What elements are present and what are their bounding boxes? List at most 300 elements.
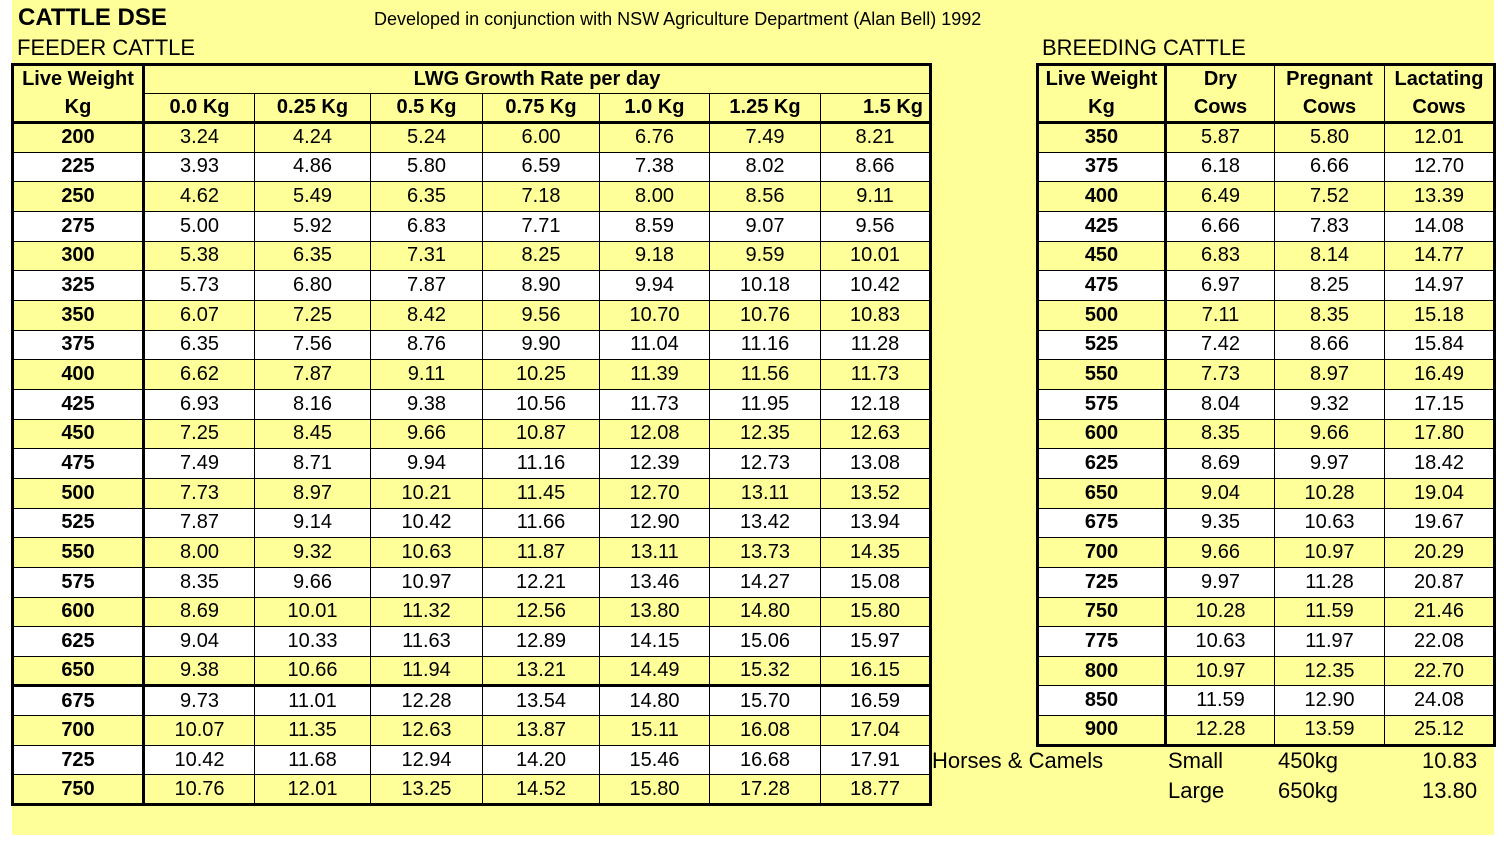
- table-row: [1038, 716, 1495, 746]
- table-row: [13, 211, 931, 241]
- dse-value-cell: 8.69: [1166, 449, 1275, 479]
- dse-value-cell: 8.76: [371, 330, 483, 360]
- dse-value-cell: 9.66: [255, 567, 371, 597]
- table-row: [13, 182, 931, 212]
- dse-value-cell: 11.56: [710, 360, 821, 390]
- table-row: [13, 538, 931, 568]
- dse-value-cell: 11.73: [600, 389, 710, 419]
- live-weight-cell: 425: [1038, 211, 1166, 241]
- dse-value-cell: 3.24: [144, 123, 255, 153]
- dse-value-cell: 7.38: [600, 152, 710, 182]
- live-weight-cell: 575: [1038, 389, 1166, 419]
- dse-value-cell: 11.35: [255, 716, 371, 746]
- dse-value-cell: 8.00: [600, 182, 710, 212]
- dse-value-cell: 11.59: [1166, 686, 1275, 716]
- table-row: [13, 419, 931, 449]
- dse-value-cell: 11.04: [600, 330, 710, 360]
- table-row: [1038, 449, 1495, 479]
- feeder-lw-header: Live Weight: [13, 65, 144, 94]
- live-weight-cell: 250: [13, 182, 144, 212]
- dse-value-cell: 6.66: [1166, 211, 1275, 241]
- dse-value-cell: 11.28: [1275, 567, 1385, 597]
- live-weight-cell: 550: [1038, 360, 1166, 390]
- dse-value-cell: 7.18: [483, 182, 600, 212]
- live-weight-cell: 375: [13, 330, 144, 360]
- dse-value-cell: 14.49: [600, 656, 710, 686]
- breeding-lw-header: Live Weight: [1038, 65, 1166, 94]
- dse-value-cell: 5.73: [144, 271, 255, 301]
- dse-value-cell: 16.49: [1385, 360, 1495, 390]
- dse-value-cell: 10.87: [483, 419, 600, 449]
- dse-value-cell: 6.35: [255, 241, 371, 271]
- dse-value-cell: 7.73: [144, 478, 255, 508]
- dse-value-cell: 14.77: [1385, 241, 1495, 271]
- live-weight-cell: 400: [1038, 182, 1166, 212]
- dse-value-cell: 9.59: [710, 241, 821, 271]
- dse-value-cell: 7.83: [1275, 211, 1385, 241]
- dse-value-cell: 14.08: [1385, 211, 1495, 241]
- horses-large-weight: 650kg: [1278, 778, 1338, 803]
- dse-value-cell: 11.28: [821, 330, 931, 360]
- table-row: [1038, 182, 1495, 212]
- breeding-column-subheader: Cows: [1166, 94, 1275, 123]
- dse-value-cell: 8.42: [371, 300, 483, 330]
- dse-value-cell: 10.97: [1275, 538, 1385, 568]
- table-row: [1038, 241, 1495, 271]
- table-row: [1038, 300, 1495, 330]
- dse-value-cell: 9.56: [483, 300, 600, 330]
- dse-value-cell: 10.28: [1166, 597, 1275, 627]
- feeder-rate-column-header: 0.25 Kg: [255, 94, 371, 123]
- dse-value-cell: 10.01: [821, 241, 931, 271]
- dse-value-cell: 8.14: [1275, 241, 1385, 271]
- dse-value-cell: 11.66: [483, 508, 600, 538]
- dse-value-cell: 6.97: [1166, 271, 1275, 301]
- breeding-kg-header: Kg: [1038, 94, 1166, 123]
- dse-value-cell: 11.87: [483, 538, 600, 568]
- horses-large-value: 13.80: [1422, 778, 1478, 803]
- dse-value-cell: 9.32: [1275, 389, 1385, 419]
- dse-value-cell: 7.49: [144, 449, 255, 479]
- dse-value-cell: 15.97: [821, 627, 931, 657]
- dse-value-cell: 10.63: [1166, 627, 1275, 657]
- dse-value-cell: 19.04: [1385, 478, 1495, 508]
- dse-value-cell: 12.35: [1275, 656, 1385, 686]
- table-row: [1038, 360, 1495, 390]
- dse-value-cell: 10.33: [255, 627, 371, 657]
- dse-value-cell: 13.87: [483, 716, 600, 746]
- live-weight-cell: 350: [1038, 123, 1166, 153]
- dse-value-cell: 9.94: [371, 449, 483, 479]
- live-weight-cell: 550: [13, 538, 144, 568]
- live-weight-cell: 850: [1038, 686, 1166, 716]
- live-weight-cell: 575: [13, 567, 144, 597]
- dse-value-cell: 8.21: [821, 123, 931, 153]
- table-row: [1038, 211, 1495, 241]
- dse-value-cell: 8.69: [144, 597, 255, 627]
- dse-value-cell: 10.63: [1275, 508, 1385, 538]
- dse-value-cell: 13.21: [483, 656, 600, 686]
- dse-value-cell: 24.08: [1385, 686, 1495, 716]
- dse-value-cell: 7.42: [1166, 330, 1275, 360]
- dse-value-cell: 13.42: [710, 508, 821, 538]
- table-row: [13, 271, 931, 301]
- dse-value-cell: 18.42: [1385, 449, 1495, 479]
- dse-value-cell: 15.80: [821, 597, 931, 627]
- dse-value-cell: 15.46: [600, 745, 710, 775]
- dse-value-cell: 9.66: [371, 419, 483, 449]
- dse-value-cell: 7.25: [255, 300, 371, 330]
- live-weight-cell: 650: [13, 656, 144, 686]
- table-row: [13, 360, 931, 390]
- feeder-rate-column-header: 1.25 Kg: [710, 94, 821, 123]
- dse-value-cell: 12.63: [821, 419, 931, 449]
- dse-value-cell: 8.90: [483, 271, 600, 301]
- table-row: [1038, 508, 1495, 538]
- dse-value-cell: 6.83: [371, 211, 483, 241]
- dse-value-cell: 15.70: [710, 686, 821, 716]
- live-weight-cell: 375: [1038, 152, 1166, 182]
- dse-value-cell: 12.94: [371, 745, 483, 775]
- feeder-rate-column-header: 1.5 Kg: [821, 94, 931, 123]
- dse-value-cell: 7.11: [1166, 300, 1275, 330]
- dse-value-cell: 5.80: [371, 152, 483, 182]
- feeder-rate-column-header: 0.5 Kg: [371, 94, 483, 123]
- dse-value-cell: 12.28: [371, 686, 483, 716]
- table-row: [13, 775, 931, 805]
- dse-value-cell: 7.52: [1275, 182, 1385, 212]
- live-weight-cell: 200: [13, 123, 144, 153]
- dse-value-cell: 9.66: [1166, 538, 1275, 568]
- live-weight-cell: 725: [13, 745, 144, 775]
- table-row: [13, 745, 931, 775]
- dse-value-cell: 12.56: [483, 597, 600, 627]
- dse-value-cell: 14.15: [600, 627, 710, 657]
- dse-value-cell: 8.35: [1275, 300, 1385, 330]
- live-weight-cell: 750: [1038, 597, 1166, 627]
- dse-value-cell: 7.31: [371, 241, 483, 271]
- horses-camels-label: Horses & Camels: [932, 748, 1104, 773]
- dse-value-cell: 11.59: [1275, 597, 1385, 627]
- dse-value-cell: 9.38: [144, 656, 255, 686]
- dse-value-cell: 6.35: [371, 182, 483, 212]
- breeding-cattle-heading: BREEDING CATTLE: [1042, 35, 1246, 60]
- dse-value-cell: 12.73: [710, 449, 821, 479]
- dse-value-cell: 13.11: [600, 538, 710, 568]
- dse-value-cell: 15.08: [821, 567, 931, 597]
- dse-value-cell: 10.83: [821, 300, 931, 330]
- live-weight-cell: 525: [13, 508, 144, 538]
- dse-value-cell: 9.94: [600, 271, 710, 301]
- table-row: [1038, 686, 1495, 716]
- dse-value-cell: 6.49: [1166, 182, 1275, 212]
- dse-value-cell: 10.97: [371, 567, 483, 597]
- dse-value-cell: 5.00: [144, 211, 255, 241]
- dse-value-cell: 21.46: [1385, 597, 1495, 627]
- dse-value-cell: 16.08: [710, 716, 821, 746]
- dse-value-cell: 13.54: [483, 686, 600, 716]
- dse-value-cell: 10.42: [371, 508, 483, 538]
- dse-value-cell: 8.71: [255, 449, 371, 479]
- feeder-kg-header: Kg: [13, 94, 144, 123]
- live-weight-cell: 300: [13, 241, 144, 271]
- dse-value-cell: 11.16: [483, 449, 600, 479]
- breeding-column-header: Pregnant: [1275, 65, 1385, 94]
- dse-value-cell: 20.87: [1385, 567, 1495, 597]
- dse-value-cell: 10.42: [144, 745, 255, 775]
- feeder-rate-column-header: 0.75 Kg: [483, 94, 600, 123]
- table-row: [13, 508, 931, 538]
- dse-value-cell: 17.04: [821, 716, 931, 746]
- live-weight-cell: 750: [13, 775, 144, 805]
- dse-value-cell: 14.35: [821, 538, 931, 568]
- dse-value-cell: 9.35: [1166, 508, 1275, 538]
- dse-value-cell: 7.56: [255, 330, 371, 360]
- dse-value-cell: 22.70: [1385, 656, 1495, 686]
- dse-value-cell: 16.59: [821, 686, 931, 716]
- dse-value-cell: 6.00: [483, 123, 600, 153]
- dse-value-cell: 15.84: [1385, 330, 1495, 360]
- dse-value-cell: 10.01: [255, 597, 371, 627]
- dse-value-cell: 10.70: [600, 300, 710, 330]
- table-row: [13, 567, 931, 597]
- dse-value-cell: 9.18: [600, 241, 710, 271]
- dse-value-cell: 22.08: [1385, 627, 1495, 657]
- table-row: [1038, 389, 1495, 419]
- dse-value-cell: 7.87: [255, 360, 371, 390]
- live-weight-cell: 475: [13, 449, 144, 479]
- table-row: [13, 330, 931, 360]
- dse-value-cell: 13.25: [371, 775, 483, 805]
- live-weight-cell: 900: [1038, 716, 1166, 746]
- dse-value-cell: 12.90: [600, 508, 710, 538]
- dse-value-cell: 12.89: [483, 627, 600, 657]
- live-weight-cell: 775: [1038, 627, 1166, 657]
- dse-value-cell: 6.76: [600, 123, 710, 153]
- dse-value-cell: 10.63: [371, 538, 483, 568]
- live-weight-cell: 700: [13, 716, 144, 746]
- live-weight-cell: 450: [1038, 241, 1166, 271]
- live-weight-cell: 525: [1038, 330, 1166, 360]
- dse-value-cell: 9.38: [371, 389, 483, 419]
- dse-value-cell: 14.20: [483, 745, 600, 775]
- dse-value-cell: 7.25: [144, 419, 255, 449]
- live-weight-cell: 800: [1038, 656, 1166, 686]
- dse-value-cell: 15.11: [600, 716, 710, 746]
- dse-value-cell: 11.63: [371, 627, 483, 657]
- dse-value-cell: 6.62: [144, 360, 255, 390]
- dse-value-cell: 3.93: [144, 152, 255, 182]
- dse-value-cell: 7.49: [710, 123, 821, 153]
- dse-value-cell: 13.73: [710, 538, 821, 568]
- dse-value-cell: 14.97: [1385, 271, 1495, 301]
- dse-value-cell: 9.11: [371, 360, 483, 390]
- dse-value-cell: 5.49: [255, 182, 371, 212]
- dse-value-cell: 16.15: [821, 656, 931, 686]
- live-weight-cell: 350: [13, 300, 144, 330]
- dse-value-cell: 18.77: [821, 775, 931, 805]
- dse-value-cell: 4.86: [255, 152, 371, 182]
- live-weight-cell: 500: [1038, 300, 1166, 330]
- live-weight-cell: 425: [13, 389, 144, 419]
- dse-value-cell: 9.66: [1275, 419, 1385, 449]
- dse-value-cell: 7.87: [144, 508, 255, 538]
- dse-value-cell: 6.18: [1166, 152, 1275, 182]
- live-weight-cell: 400: [13, 360, 144, 390]
- feeder-rate-column-header: 0.0 Kg: [144, 94, 255, 123]
- table-row: [13, 656, 931, 686]
- dse-value-cell: 8.59: [600, 211, 710, 241]
- breeding-column-header: Lactating: [1385, 65, 1495, 94]
- table-row: [13, 389, 931, 419]
- dse-value-cell: 17.28: [710, 775, 821, 805]
- dse-value-cell: 9.07: [710, 211, 821, 241]
- dse-value-cell: 7.73: [1166, 360, 1275, 390]
- live-weight-cell: 675: [1038, 508, 1166, 538]
- table-row: [13, 478, 931, 508]
- dse-value-cell: 8.56: [710, 182, 821, 212]
- dse-value-cell: 20.29: [1385, 538, 1495, 568]
- dse-value-cell: 10.07: [144, 716, 255, 746]
- dse-value-cell: 9.04: [1166, 478, 1275, 508]
- dse-value-cell: 13.52: [821, 478, 931, 508]
- live-weight-cell: 225: [13, 152, 144, 182]
- table-row: [13, 241, 931, 271]
- feeder-cattle-table: [11, 63, 932, 806]
- dse-value-cell: 8.35: [1166, 419, 1275, 449]
- dse-value-cell: 9.32: [255, 538, 371, 568]
- dse-value-cell: 13.59: [1275, 716, 1385, 746]
- page-title: CATTLE DSE: [18, 4, 167, 31]
- horses-small-weight: 450kg: [1278, 748, 1338, 773]
- dse-value-cell: 8.66: [1275, 330, 1385, 360]
- dse-value-cell: 10.56: [483, 389, 600, 419]
- dse-value-cell: 6.93: [144, 389, 255, 419]
- dse-value-cell: 9.04: [144, 627, 255, 657]
- dse-value-cell: 11.32: [371, 597, 483, 627]
- dse-value-cell: 8.04: [1166, 389, 1275, 419]
- dse-value-cell: 8.25: [1275, 271, 1385, 301]
- dse-value-cell: 9.90: [483, 330, 600, 360]
- dse-value-cell: 11.95: [710, 389, 821, 419]
- dse-value-cell: 10.28: [1275, 478, 1385, 508]
- dse-value-cell: 8.66: [821, 152, 931, 182]
- dse-value-cell: 11.16: [710, 330, 821, 360]
- live-weight-cell: 450: [13, 419, 144, 449]
- horses-large-label: Large: [1168, 778, 1225, 803]
- dse-value-cell: 10.18: [710, 271, 821, 301]
- table-row: [1038, 627, 1495, 657]
- dse-value-cell: 9.14: [255, 508, 371, 538]
- dse-value-cell: 8.25: [483, 241, 600, 271]
- dse-value-cell: 10.97: [1166, 656, 1275, 686]
- dse-value-cell: 13.08: [821, 449, 931, 479]
- dse-value-cell: 11.39: [600, 360, 710, 390]
- dse-value-cell: 13.80: [600, 597, 710, 627]
- dse-value-cell: 13.94: [821, 508, 931, 538]
- dse-value-cell: 6.35: [144, 330, 255, 360]
- table-row: [1038, 538, 1495, 568]
- dse-value-cell: 8.45: [255, 419, 371, 449]
- horses-small-label: Small: [1168, 748, 1224, 773]
- live-weight-cell: 725: [1038, 567, 1166, 597]
- dse-value-cell: 9.97: [1275, 449, 1385, 479]
- feeder-cattle-heading: FEEDER CATTLE: [17, 35, 196, 60]
- table-row: [13, 123, 931, 153]
- live-weight-cell: 700: [1038, 538, 1166, 568]
- dse-value-cell: 11.68: [255, 745, 371, 775]
- dse-value-cell: 12.63: [371, 716, 483, 746]
- live-weight-cell: 650: [1038, 478, 1166, 508]
- breeding-column-header: Dry: [1166, 65, 1275, 94]
- dse-value-cell: 5.92: [255, 211, 371, 241]
- dse-value-cell: 25.12: [1385, 716, 1495, 746]
- dse-value-cell: 5.87: [1166, 123, 1275, 153]
- table-row: [1038, 656, 1495, 686]
- dse-value-cell: 12.18: [821, 389, 931, 419]
- feeder-rate-header: LWG Growth Rate per day: [144, 65, 931, 94]
- table-row: [13, 449, 931, 479]
- dse-value-cell: 6.66: [1275, 152, 1385, 182]
- dse-value-cell: 13.11: [710, 478, 821, 508]
- dse-value-cell: 15.80: [600, 775, 710, 805]
- table-row: [1038, 567, 1495, 597]
- dse-value-cell: 12.70: [600, 478, 710, 508]
- dse-value-cell: 11.94: [371, 656, 483, 686]
- table-row: [13, 152, 931, 182]
- dse-value-cell: 14.80: [710, 597, 821, 627]
- dse-value-cell: 8.00: [144, 538, 255, 568]
- dse-value-cell: 8.97: [255, 478, 371, 508]
- dse-value-cell: 10.21: [371, 478, 483, 508]
- table-row: [13, 597, 931, 627]
- dse-value-cell: 6.07: [144, 300, 255, 330]
- live-weight-cell: 675: [13, 686, 144, 716]
- live-weight-cell: 600: [13, 597, 144, 627]
- live-weight-cell: 625: [13, 627, 144, 657]
- dse-value-cell: 12.08: [600, 419, 710, 449]
- table-row: [1038, 419, 1495, 449]
- dse-value-cell: 8.02: [710, 152, 821, 182]
- dse-value-cell: 10.42: [821, 271, 931, 301]
- dse-value-cell: 10.66: [255, 656, 371, 686]
- dse-value-cell: 17.91: [821, 745, 931, 775]
- dse-value-cell: 12.90: [1275, 686, 1385, 716]
- dse-value-cell: 17.80: [1385, 419, 1495, 449]
- dse-value-cell: 14.52: [483, 775, 600, 805]
- live-weight-cell: 625: [1038, 449, 1166, 479]
- dse-value-cell: 4.24: [255, 123, 371, 153]
- dse-value-cell: 13.46: [600, 567, 710, 597]
- dse-value-cell: 7.71: [483, 211, 600, 241]
- developed-note: Developed in conjunction with NSW Agriculture Department (Alan Bell) 1992: [374, 9, 982, 29]
- breeding-cattle-table: [1036, 63, 1496, 747]
- dse-value-cell: 11.73: [821, 360, 931, 390]
- dse-value-cell: 7.87: [371, 271, 483, 301]
- dse-value-cell: 9.11: [821, 182, 931, 212]
- dse-value-cell: 6.80: [255, 271, 371, 301]
- dse-value-cell: 9.97: [1166, 567, 1275, 597]
- dse-value-cell: 19.67: [1385, 508, 1495, 538]
- dse-value-cell: 12.28: [1166, 716, 1275, 746]
- dse-value-cell: 10.76: [144, 775, 255, 805]
- dse-value-cell: 6.83: [1166, 241, 1275, 271]
- dse-value-cell: 9.73: [144, 686, 255, 716]
- dse-value-cell: 5.24: [371, 123, 483, 153]
- live-weight-cell: 600: [1038, 419, 1166, 449]
- dse-value-cell: 12.35: [710, 419, 821, 449]
- dse-value-cell: 14.80: [600, 686, 710, 716]
